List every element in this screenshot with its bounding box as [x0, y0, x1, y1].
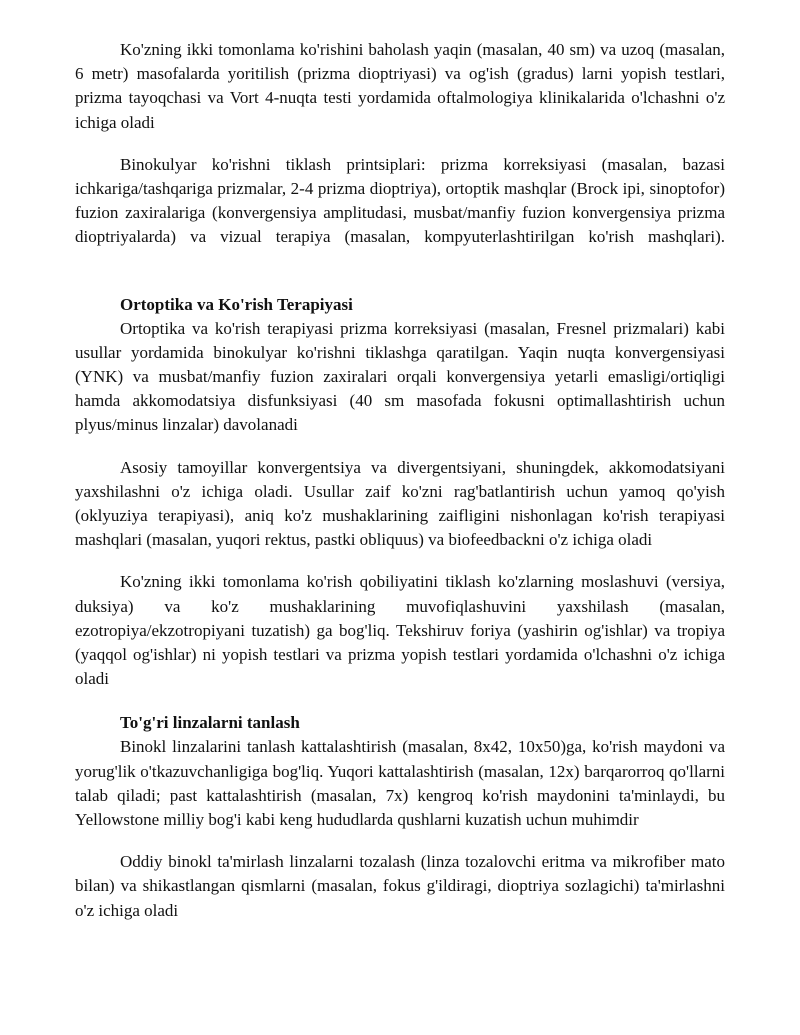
section1-paragraph-1: Ortoptika va ko'rish terapiyasi prizma korreksiyasi (masalan, Fresnel prizmalari) kabi usullar yordamida binokulyar ko'rishni tiklashga qaratilgan. Yaqin nuqta konvergensiyasi (YNK) va musbat/manfiy fuzion zaxiralari orqali konvergensiya yetarli emasligi/ortiqligi hamda akkomodatsiya disfunksiyasi (40 sm masofada fokusni optimallashtirish uchun plyus/minus linzalar) davolanadi	[75, 318, 725, 435]
section2-paragraph-2: Oddiy binokl ta'mirlash linzalarni tozalash (linza tozalovchi eritma va mikrofiber mato bilan) va shikastlangan qismlarni (masalan, fokus g'ildiragi, dioptriya sozlagichi) ta'mirlashni o'z ichiga oladi	[75, 852, 725, 920]
section2-paragraph-1: Binokl linzalarini tanlash kattalashtirish (masalan, 8x42, 10x50)ga, ko'rish maydoni va yorug'lik o'tkazuvchanligiga bog'liq. Yuqori kattalashtirish (masalan, 12x) barqarorroq qo'llarni talab qiladi; past kattalashtirish (masalan, 7x) kengroq ko'rish maydonini ta'minlaydi, bu Yellowstone milliy bog'i kabi keng hududlarda qushlarni kuzatish uchun muhimdir	[75, 737, 725, 830]
document-page	[75, 38, 725, 923]
section-heading-ortoptika: Ortoptika va Ko'rish Terapiyasi	[120, 294, 353, 314]
intro-paragraph-2: Binokulyar ko'rishni tiklash printsiplari: prizma korreksiyasi (masalan, bazasi ichkariga/tashqariga prizmalar, 2-4 prizma dioptriya), ortoptik mashqlar (Brock ipi, sinoptofor) fuzion zaxiralariga (konvergensiya amplitudasi, musbat/manfiy fuzion konvergensiya prizma dioptriyalarda) va vizual terapiya (masalan, kompyuterlashtirilgan ko'rish mashqlari).	[75, 154, 725, 247]
intro-paragraph-1: Ko'zning ikki tomonlama ko'rishini baholash yaqin (masalan, 40 sm) va uzoq (masalan, 6 metr) masofalarda yoritilish (prizma dioptriyasi) va og'ish (gradus) larni yopish testlari, prizma tayoqchasi va Vort 4-nuqta testi yordamida oftalmologiya klinikalarida o'lchashni o'z ichiga oladi	[75, 40, 725, 132]
section-heading-linzalar: To'g'ri linzalarni tanlash	[120, 713, 300, 733]
section1-paragraph-3: Ko'zning ikki tomonlama ko'rish qobiliyatini tiklash ko'zlarning moslashuvi (versiya, duksiya) va ko'z mushaklarining muvofiqlashuvini yaxshilash (masalan, ezotropiya/ekzotropiyani tuzatish) ga bog'liq. Tekshiruv foriya (yashirin og'ishlar) va tropiya (yaqqol og'ishlar) ni yopish testlari va prizma yopish testlari yordamida o'lchashni o'z ichiga oladi	[75, 572, 725, 689]
section1-paragraph-2: Asosiy tamoyillar konvergentsiya va divergentsiyani, shuningdek, akkomodatsiyani yaxshilashni o'z ichiga oladi. Usullar zaif ko'zni rag'batlantirish uchun yamoq qo'yish (oklyuziya terapiyasi), aniq ko'z mushaklarining zaifligini nishonlagan ko'rish terapiyasi mashqlari (masalan, yuqori rektus, pastki obliquus) va biofeedbackni o'z ichiga oladi	[75, 457, 725, 550]
